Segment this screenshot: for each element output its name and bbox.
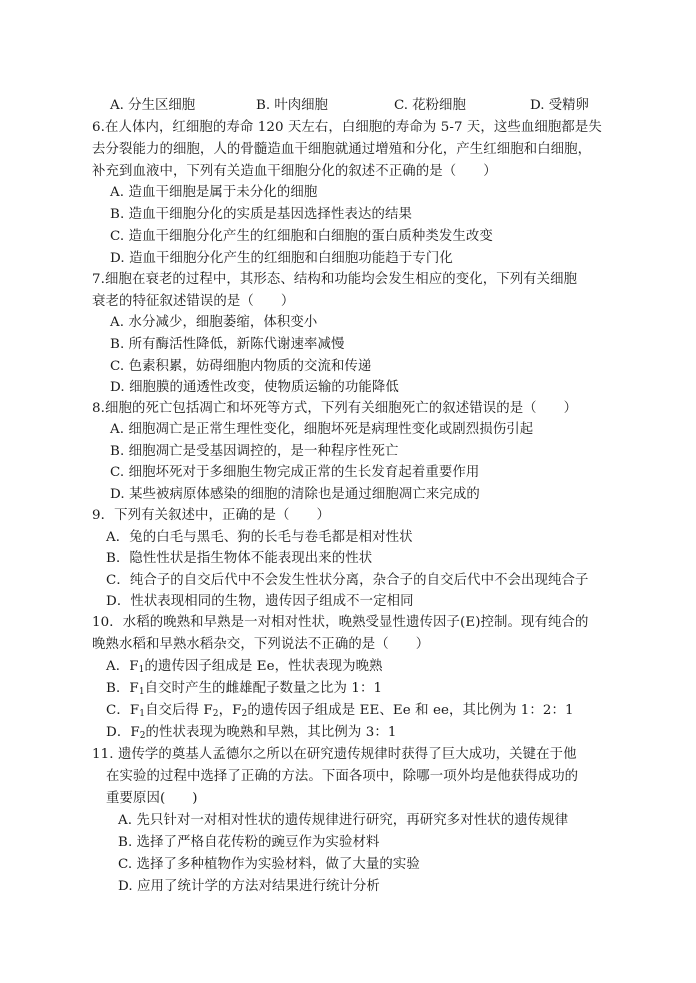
q11-stem-line-2: 在实验的过程中选择了正确的方法。下面各项中，除哪一项外均是他获得成功的 (106, 769, 579, 784)
q5-option-b: B. 叶肉细胞 (256, 98, 328, 113)
q6-stem-line-3: 补充到血液中，下列有关造血干细胞分化的叙述不正确的是（ ） (92, 164, 497, 179)
q7-option-c: C. 色素积累，妨碍细胞内物质的交流和传递 (110, 359, 372, 374)
q5-option-a: A. 分生区细胞 (110, 98, 196, 113)
q7-option-b: B. 所有酶活性降低，新陈代谢速率减慢 (110, 337, 345, 352)
q8-option-d: D. 某些被病原体感染的细胞的清除也是通过细胞凋亡来完成的 (110, 487, 480, 502)
q7-stem-line-1: 7.细胞在衰老的过程中，其形态、结构和功能均会发生相应的变化，下列有关细胞 (92, 272, 578, 287)
q5-option-c: C. 花粉细胞 (394, 98, 466, 113)
q10-option-b: B．$F_1$自交时产生的雌雄配子数量之比为 1：1 (106, 681, 383, 697)
q9-stem-line-1: 9．下列有关叙述中，正确的是（ ） (92, 508, 330, 523)
q11-option-a: A. 先只针对一对相对性状的遗传规律进行研究，再研究多对性状的遗传规律 (118, 813, 569, 828)
q11-option-b: B. 选择了严格自花传粉的豌豆作为实验材料 (118, 835, 380, 850)
q11-stem-line-1: 11. 遗传学的奠基人孟德尔之所以在研究遗传规律时获得了巨大成功，关键在于他 (92, 747, 577, 762)
q7-option-a: A. 水分减少，细胞萎缩，体积变小 (110, 315, 318, 330)
q5-options (110, 96, 590, 118)
q9-option-d: D．性状表现相同的生物，遗传因子组成不一定相同 (106, 594, 414, 609)
q10-option-d: D．$F_2$的性状表现为晚熟和早熟，其比例为 3：1 (106, 725, 397, 741)
q8-option-a: A. 细胞凋亡是正常生理性变化，细胞坏死是病理性变化或剧烈损伤引起 (110, 422, 534, 437)
q10-option-a: A．$F_1$的遗传因子组成是 Ee，性状表现为晚熟 (106, 659, 383, 675)
q7-option-d: D. 细胞膜的通透性改变，使物质运输的功能降低 (110, 380, 399, 395)
q6-option-c: C. 造血干细胞分化产生的红细胞和白细胞的蛋白质种类发生改变 (110, 229, 493, 244)
q8-stem-line-1: 8.细胞的死亡包括凋亡和坏死等方式，下列有关细胞死亡的叙述错误的是（ ） (92, 401, 578, 416)
q9-option-b: B．隐性性状是指生物体不能表现出来的性状 (106, 551, 373, 566)
q9-option-a: A．兔的白毛与黑毛、狗的长毛与卷毛都是相对性状 (106, 530, 413, 545)
q11-option-d: D. 应用了统计学的方法对结果进行统计分析 (118, 879, 380, 894)
q10-option-c: C．$F_1$自交后得 $F_2$，$F_2$的遗传因子组成是 EE、Ee 和 ee，其比例为 1：2：1 (106, 703, 574, 719)
q7-stem-line-2: 衰老的特征叙述错误的是（ ） (92, 294, 295, 309)
q6-option-a: A. 造血干细胞是属于未分化的细胞 (110, 185, 318, 200)
q9-option-c: C．纯合子的自交后代中不会发生性状分离，杂合子的自交后代中不会出现纯合子 (106, 573, 589, 588)
q6-stem-line-2: 去分裂能力的细胞，人的骨髓造血干细胞就通过增殖和分化，产生红细胞和白细胞， (92, 142, 592, 157)
q11-stem-line-3: 重要原因( ) (106, 791, 198, 806)
q6-option-d: D. 造血干细胞分化产生的红细胞和白细胞功能趋于专门化 (110, 251, 453, 266)
q10-stem-line-1: 10．水稻的晚熟和早熟是一对相对性状，晚熟受显性遗传因子(E)控制。现有纯合的 (92, 615, 589, 630)
q6-stem-line-1: 6.在人体内，红细胞的寿命 120 天左右，白细胞的寿命为 5-7 天，这些血细胞都是失 (92, 120, 602, 135)
q8-option-c: C. 细胞坏死对于多细胞生物完成正常的生长发育起着重要作用 (110, 465, 480, 480)
q10-stem-line-2: 晚熟水稻和早熟水稻杂交，下列说法不正确的是（ ） (92, 637, 430, 652)
q11-option-c: C. 选择了多种植物作为实验材料，做了大量的实验 (118, 857, 420, 872)
q8-option-b: B. 细胞凋亡是受基因调控的，是一种程序性死亡 (110, 444, 399, 459)
q6-option-b: B. 造血干细胞分化的实质是基因选择性表达的结果 (110, 207, 412, 222)
q5-option-d: D. 受精卵 (530, 98, 589, 113)
